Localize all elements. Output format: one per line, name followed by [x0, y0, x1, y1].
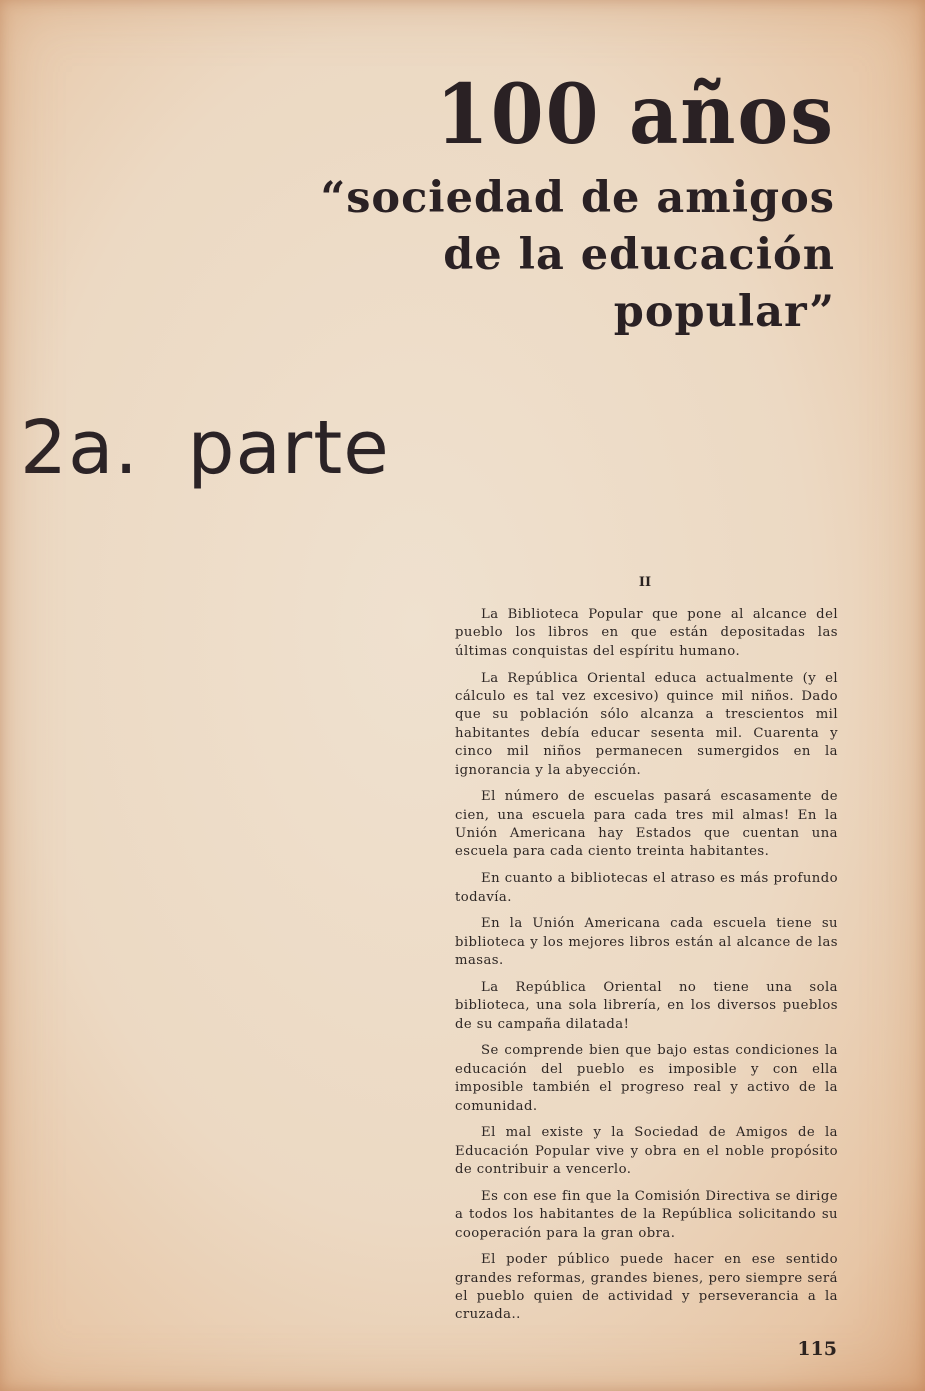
paragraph: En la Unión Americana cada escuela tiene su biblioteca y los mejores libros están al alcance de las masas.	[455, 916, 838, 969]
subtitle-line-1: “sociedad de amigos	[320, 173, 835, 223]
paragraph: La República Oriental no tiene una sola biblioteca, una sola librería, en los diversos pueblos de su campaña dilatada!	[455, 979, 838, 1032]
paragraph: El poder público puede hacer en ese sentido grandes reformas, grandes bienes, pero siempre será el pueblo quien de actividad y perseverancia a la cruzada..	[455, 1252, 838, 1323]
subtitle-line-3: popular”	[613, 287, 835, 337]
paragraph: El número de escuelas pasará escasamente de cien, una escuela para cada tres mil almas! En la Unión Americana hay Estados que cuentan una escuela para cada ciento treinta habitantes.	[455, 789, 838, 860]
paragraph: Es con ese fin que la Comisión Directiva se dirige a todos los habitantes de la República solicitando su cooperación para la gran obra.	[455, 1188, 838, 1241]
part-heading: 2a. parte	[20, 405, 390, 491]
body-text-column	[455, 606, 838, 1333]
paragraph: La República Oriental educa actualmente (y el cálculo es tal vez excesivo) quince mil niños. Dado que su población sólo alcanza a trescientos mil habitantes debía educar sesenta mil. Cuarenta y cinco mil niños permanecen sumergidos en la ignorancia y la abyección.	[455, 670, 838, 778]
article-title: 100 años	[435, 66, 835, 163]
paragraph: Se comprende bien que bajo estas condiciones la educación del pueblo es imposible y con ella imposible también el progreso real y activo de la comunidad.	[455, 1043, 838, 1114]
paragraph: En cuanto a bibliotecas el atraso es más profundo todavía.	[455, 871, 838, 905]
section-number: II	[638, 575, 652, 590]
paragraph: El mal existe y la Sociedad de Amigos de la Educación Popular vive y obra en el noble propósito de contribuir a vencerlo.	[455, 1125, 838, 1178]
paragraph: La Biblioteca Popular que pone al alcance del pueblo los libros en que están depositadas las últimas conquistas del espíritu humano.	[455, 607, 838, 659]
subtitle-line-2: de la educación	[443, 230, 835, 280]
page-number: 115	[797, 1338, 837, 1360]
article-title-block	[320, 66, 835, 341]
